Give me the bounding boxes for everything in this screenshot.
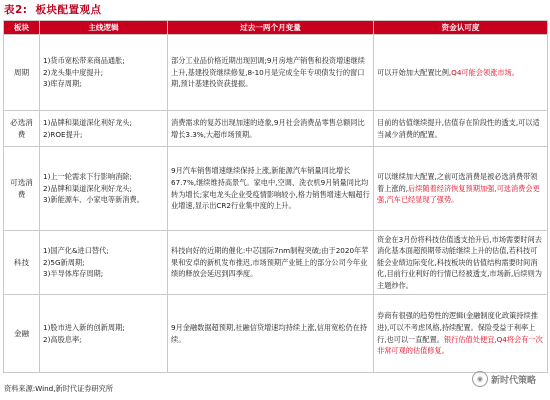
logic-line: 2)品牌和渠道深化利好龙头; [43,183,132,193]
header-view: 资金认可度 [374,21,548,35]
logic-cell [40,295,168,373]
view-highlight: Q4可能会领涨市场。 [451,67,519,77]
logic-line: 1)品牌和渠道深化利好龙头; [43,117,132,127]
table-row [4,147,548,231]
change-cell: 9月汽车销售增速继续保持上涨,新能源汽车销量同比增长67.7%,继续维持高景气。家电中,空调、洗衣机9月销量同比均转为增长;家电龙头企业受疫情影响较小,格力销售增速大幅超行业增速,显示出CR2行业集中度的上升。 [168,147,374,231]
logic-line: 2)高股息率; [43,334,82,344]
change-cell: 9月金融数据超预期,社融信贷增速均持续上涨,信用宽松仍在持续。 [168,295,374,373]
table-row [4,231,548,295]
logic-cell [40,111,168,147]
logic-line: 1)货币宽松带来商品通胀; [43,56,125,66]
logic-line: 1)上一轮需求下行影响消除; [43,172,132,182]
view-cell [374,111,548,147]
wechat-logo-icon: ◉ [472,371,488,387]
change-cell: 部分工业品价格近期出现回调;9月房地产销售和投资增速继续上升,基建投资继续修复,8-10月是完成全年专项债发行的窗口期,预计基建投资获提振。 [168,35,374,111]
logic-line: 3)库存周期; [43,79,82,89]
table-row [4,111,548,147]
logic-line: 1)股市进入新的创新周期; [43,322,125,332]
table-header-row [4,21,548,35]
logic-line: 1)国产化&进口替代; [43,246,109,256]
sector-cell: 必选消费 [4,111,40,147]
view-cell [374,231,548,295]
sector-cell: 周期 [4,35,40,111]
view-cell [374,295,548,373]
watermark [472,371,536,387]
sector-cell: 金融 [4,295,40,373]
header-change: 过去一两个月变量 [168,21,374,35]
view-cell [374,147,548,231]
view-text: 券商有很强的趋势性的逻辑(金融制度化政策持续推进),可以不考虑风格,持续配置。保险受益于利率上行,也可以一直配置。 [377,311,538,344]
view-text: 资金在3月份将科技估值透支抬升后,市场需要时间去消化基本面超预期带动能继续上升的估值,若科技可能会业绩边际变化,科技板块的估值结构需要时间消化,目前行业利好的行情已经被透支,市场新,后续则为主题炒作。 [377,234,542,290]
logic-line: 2)龙头集中度提升; [43,67,104,77]
table-title-text: 板块配置观点 [35,4,102,16]
logic-cell [40,231,168,295]
logic-cell [40,147,168,231]
view-text: 可以开始加大配置比例, [377,67,452,77]
change-cell: 消费需求的复苏出现加速的迹象,9月社会消费品零售总额同比增长3.3%,大超市场预期。 [168,111,374,147]
view-cell [374,35,548,111]
header-logic: 主线逻辑 [40,21,168,35]
logic-cell [40,35,168,111]
source-note: 资料来源:Wind,新时代证券研究所 [4,384,114,393]
watermark-text: 新时代策略 [490,375,536,386]
logic-line: 3)半导体库存周期; [43,269,104,279]
view-text: 可以继续加大配置,之前可选消费是被必选消费带领着上涨的, [377,172,538,193]
table-title-label: 表2: [4,4,28,16]
sector-cell: 可选消费 [4,147,40,231]
table-row [4,295,548,373]
sector-allocation-table [3,20,548,373]
table-row [4,35,548,111]
view-text: 目前的估值继续提升,估值存在阶段性的透支,可以适当减少消费的配置。 [377,117,540,139]
header-sector: 板块 [4,21,40,35]
change-cell: 科技向好的近期的催化:中芯国际7nm制程突破;由于2020年苹果和安卓的新机发布推迟,市场预期产业链上的部分公司今年业绩的释放会延迟到四季度。 [168,231,374,295]
view-highlight: 后续随着经济恢复预期加强,可选消费会更强,汽车已经显现了强势。 [377,183,540,205]
logic-line: 2)ROE提升; [43,129,83,139]
sector-cell: 科技 [4,231,40,295]
view-highlight: 银行估值处便宜,Q4将会有一次非常可观的估值修复。 [377,334,543,356]
logic-line: 3)新能源车、小家电等新消费。 [43,195,144,205]
logic-line: 2)5G新周期; [43,257,85,267]
table-title [4,2,102,18]
